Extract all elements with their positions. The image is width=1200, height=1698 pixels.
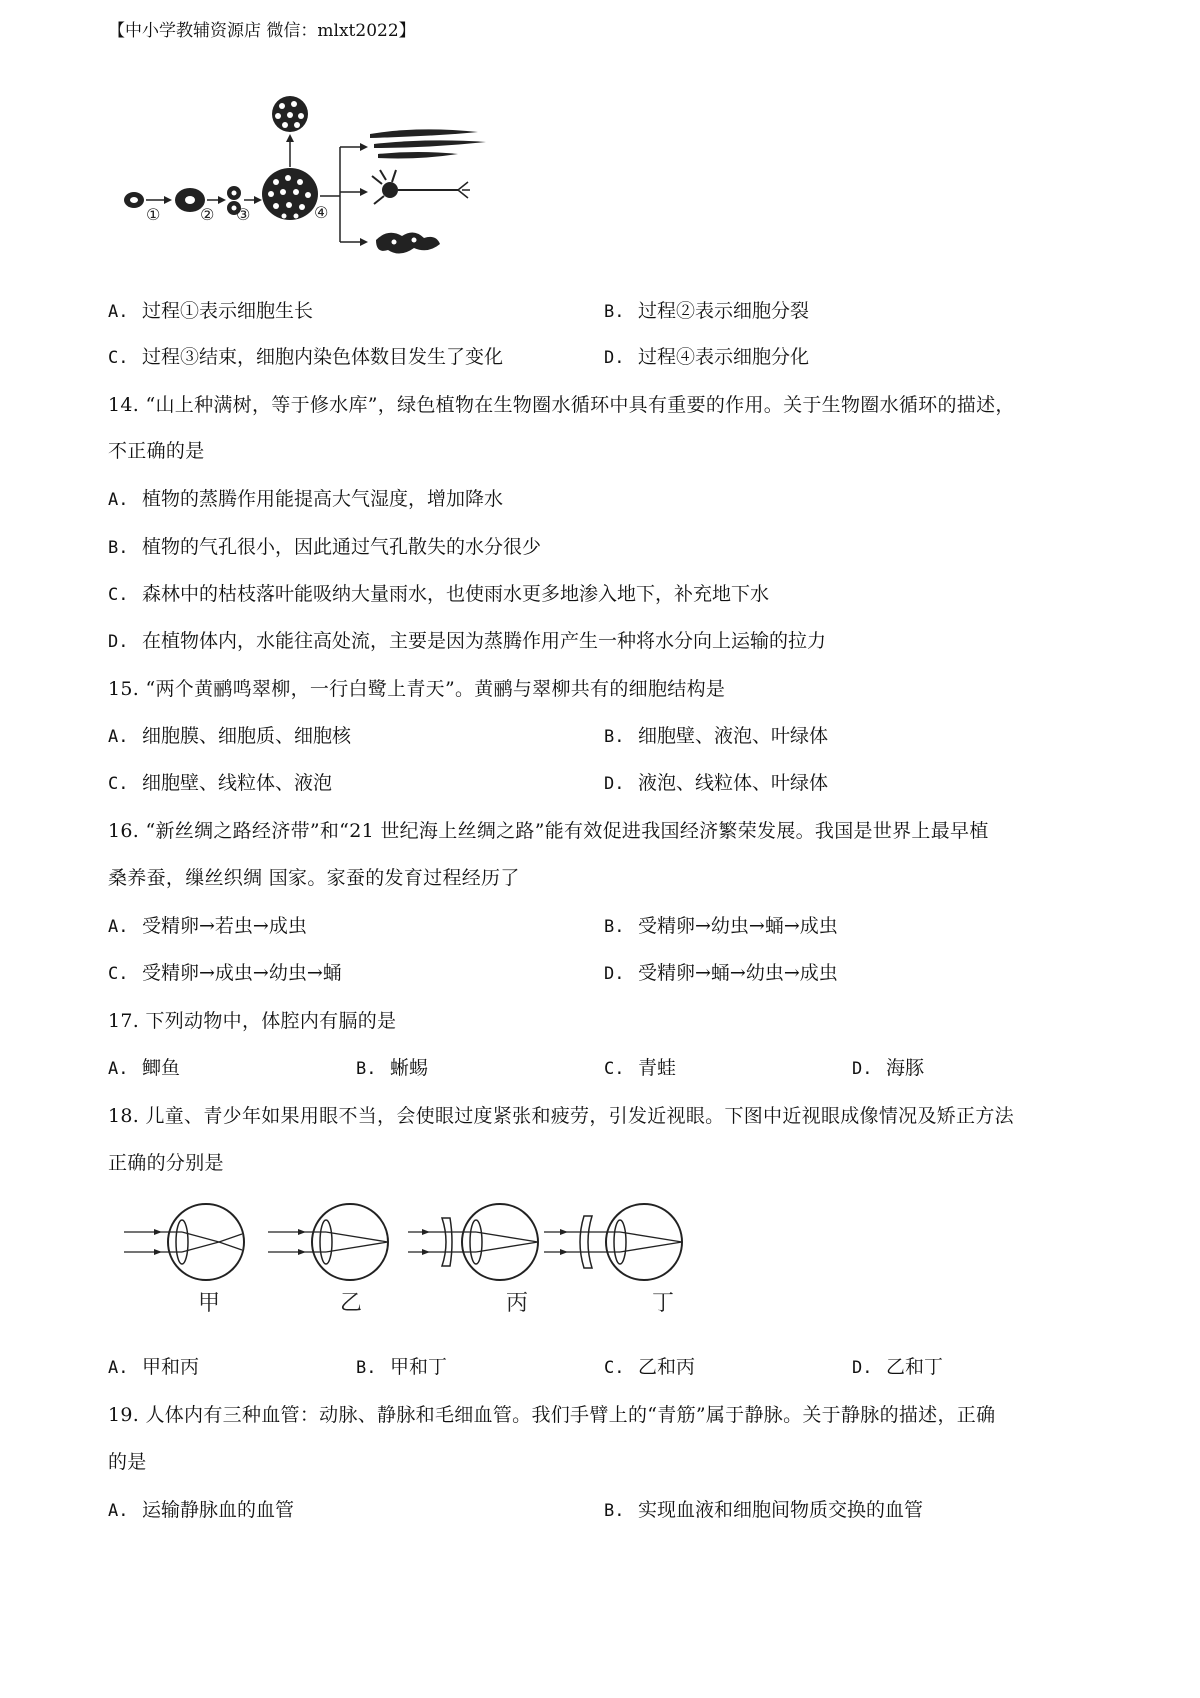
q16-option-a[interactable]: A. 受精卵→若虫→成虫 [108, 915, 307, 937]
q16-option-b[interactable]: B. 受精卵→幼虫→蛹→成虫 [604, 915, 838, 937]
q17-stem: 17. 下列动物中，体腔内有膈的是 [108, 1010, 397, 1032]
q15-option-a[interactable]: A. 细胞膜、细胞质、细胞核 [108, 725, 352, 747]
q17-option-d[interactable]: D. 海豚 [852, 1057, 925, 1079]
q19-option-b[interactable]: B. 实现血液和细胞间物质交换的血管 [604, 1499, 924, 1521]
tissue-icon [376, 232, 440, 253]
q18-option-a[interactable]: A. 甲和丙 [108, 1356, 200, 1378]
neuron-icon [372, 170, 470, 204]
q16-option-d[interactable]: D. 受精卵→蛹→幼虫→成虫 [604, 962, 838, 984]
eye-label-jia: 甲 [198, 1291, 221, 1316]
q19-option-a[interactable]: A. 运输静脉血的血管 [108, 1499, 295, 1521]
eye-yi [268, 1204, 388, 1280]
q18-option-c[interactable]: C. 乙和丙 [604, 1356, 696, 1378]
eye-bing [408, 1204, 538, 1280]
q13-option-d[interactable]: D. 过程④表示细胞分化 [604, 346, 810, 368]
process-label-4: ④ [314, 203, 329, 222]
cell-cluster-icon [262, 168, 318, 220]
q16-option-c[interactable]: C. 受精卵→成虫→幼虫→蛹 [108, 962, 342, 984]
q18-stem-line1: 18. 儿童、青少年如果用眼不当，会使眼过度紧张和疲劳，引发近视眼。下图中近视眼成像情况及矫正方法 [108, 1105, 1014, 1127]
process-label-3: ③ [236, 205, 251, 224]
q14-stem-line2: 不正确的是 [108, 440, 205, 462]
q13-option-c[interactable]: C. 过程③结束，细胞内染色体数目发生了变化 [108, 346, 504, 368]
q17-option-a[interactable]: A. 鲫鱼 [108, 1057, 181, 1079]
q14-option-c[interactable]: C. 森林中的枯枝落叶能吸纳大量雨水，也使雨水更多地渗入地下，补充地下水 [108, 583, 770, 605]
q18-option-d[interactable]: D. 乙和丁 [852, 1356, 944, 1378]
eye-label-bing: 丙 [506, 1291, 529, 1316]
q13-option-a[interactable]: A. 过程①表示细胞生长 [108, 300, 314, 322]
q15-option-d[interactable]: D. 液泡、线粒体、叶绿体 [604, 772, 829, 794]
process-label-1: ① [146, 205, 161, 224]
cell-process-figure [118, 92, 538, 272]
small-cluster-icon [272, 96, 308, 132]
q14-option-b[interactable]: B. 植物的气孔很小，因此通过气孔散失的水分很少 [108, 536, 542, 558]
process-label-2: ② [200, 205, 215, 224]
q18-option-b[interactable]: B. 甲和丁 [356, 1356, 448, 1378]
q14-option-a[interactable]: A. 植物的蒸腾作用能提高大气湿度，增加降水 [108, 488, 504, 510]
page-header: 【中小学教辅资源店 微信：mlxt2022】 [108, 21, 416, 41]
q17-option-c[interactable]: C. 青蛙 [604, 1057, 677, 1079]
q14-stem-line1: 14. “山上种满树，等于修水库”，绿色植物在生物圈水循环中具有重要的作用。关于生物圈水循环的描述， [108, 394, 1015, 416]
q13-option-b[interactable]: B. 过程②表示细胞分裂 [604, 300, 810, 322]
eye-jia [124, 1204, 244, 1280]
eye-label-ding: 丁 [652, 1291, 675, 1316]
single-cell-icon [124, 192, 144, 208]
q15-option-c[interactable]: C. 细胞壁、线粒体、液泡 [108, 772, 333, 794]
eye-ding [544, 1204, 682, 1280]
q19-stem-line1: 19. 人体内有三种血管：动脉、静脉和毛细血管。我们手臂上的“青筋”属于静脉。关于静脉的描述，正确 [108, 1404, 996, 1426]
eye-diagram-figure [124, 1196, 744, 1326]
q16-stem-line2: 桑养蚕，缫丝织绸 国家。家蚕的发育过程经历了 [108, 867, 520, 889]
q14-option-d[interactable]: D. 在植物体内，水能往高处流，主要是因为蒸腾作用产生一种将水分向上运输的拉力 [108, 630, 827, 652]
q15-option-b[interactable]: B. 细胞壁、液泡、叶绿体 [604, 725, 829, 747]
q18-stem-line2: 正确的分别是 [108, 1152, 224, 1174]
muscle-tissue-icon [370, 129, 486, 158]
q15-stem: 15. “两个黄鹂鸣翠柳，一行白鹭上青天”。黄鹂与翠柳共有的细胞结构是 [108, 678, 726, 700]
eye-label-yi: 乙 [340, 1291, 363, 1316]
q19-stem-line2: 的是 [108, 1451, 147, 1473]
q16-stem-line1: 16. “新丝绸之路经济带”和“21 世纪海上丝绸之路”能有效促进我国经济繁荣发展。我国是世界上最早植 [108, 820, 989, 842]
q17-option-b[interactable]: B. 蜥蜴 [356, 1057, 429, 1079]
